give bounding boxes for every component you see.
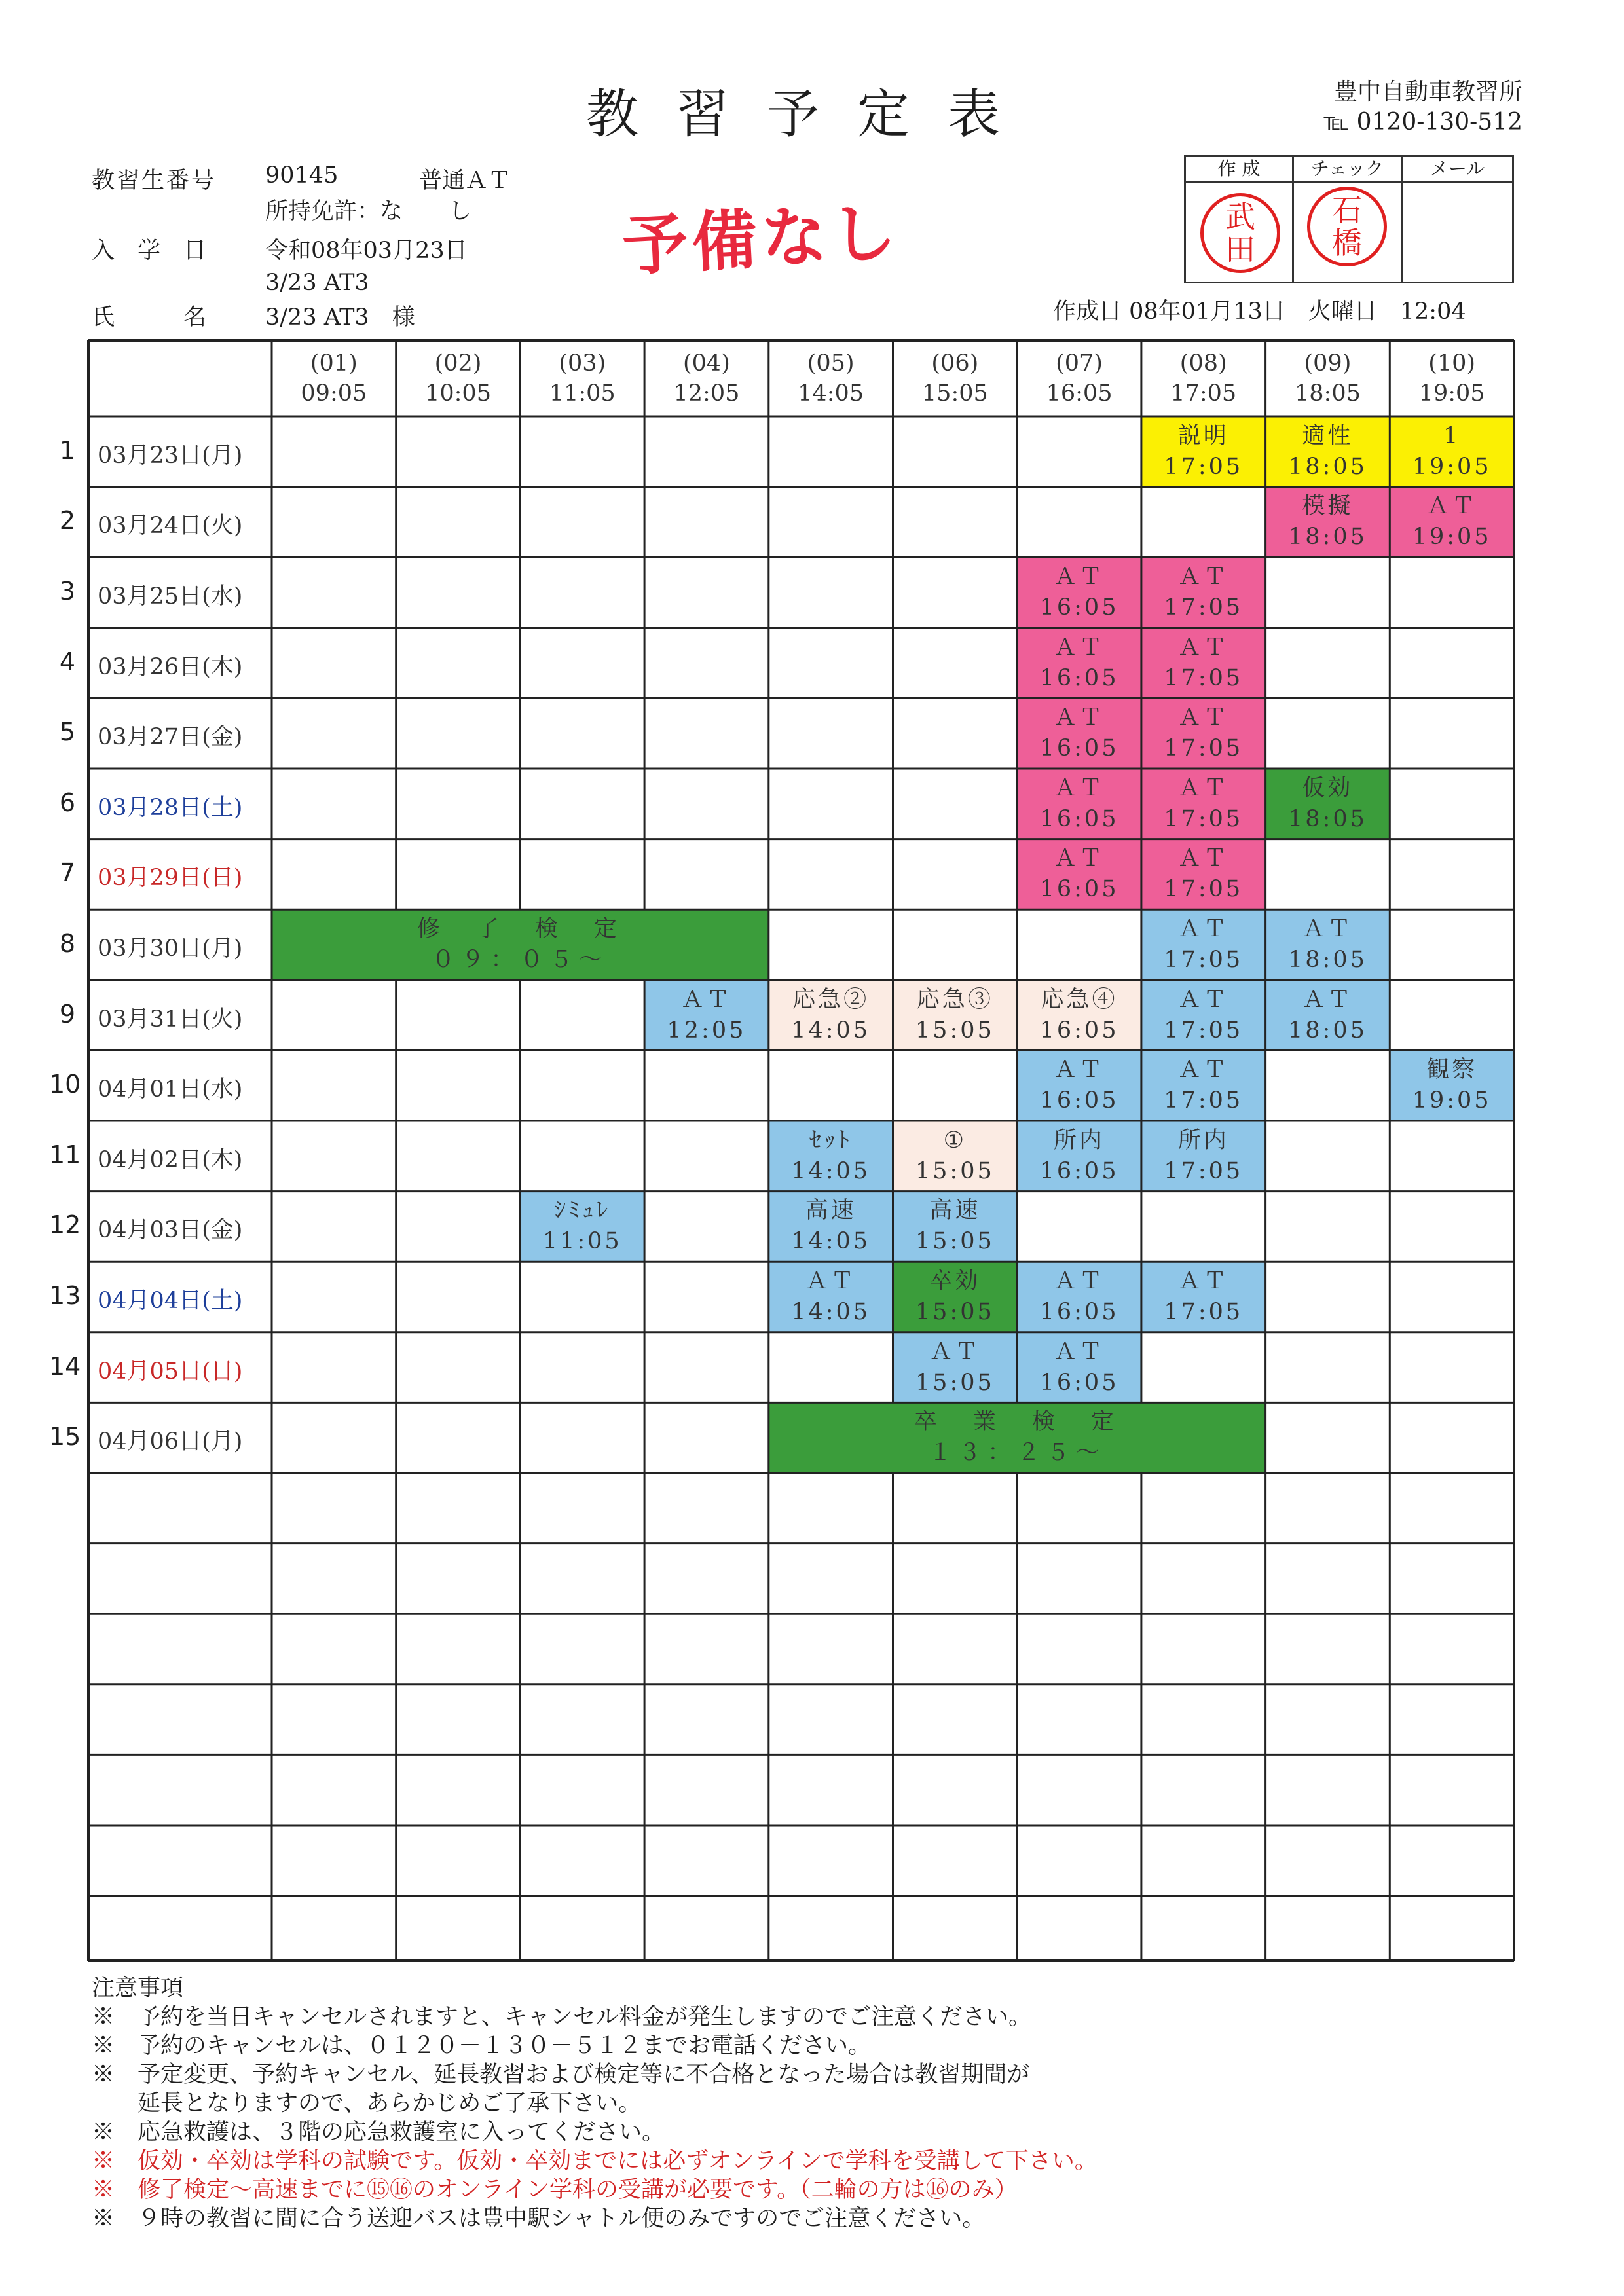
lesson-cell <box>769 1262 893 1332</box>
created-datetime: 作成日 08年01月13日 火曜日 12:04 <box>1053 299 1466 325</box>
exam-span <box>769 1402 1266 1473</box>
lesson-time: 15:05 <box>915 1157 995 1184</box>
page-title: 教習予定表 <box>586 84 1038 145</box>
lesson-label: ＡＴ <box>1426 493 1478 520</box>
period-time: 17:05 <box>1170 380 1237 407</box>
period-number: (10) <box>1428 350 1476 376</box>
lesson-time: 17:05 <box>1164 805 1244 832</box>
notes-section <box>92 1974 1098 2233</box>
period-number: (01) <box>310 350 358 376</box>
period-number: (06) <box>931 350 979 376</box>
enroll-label: 入 学 日 <box>92 238 207 264</box>
lesson-time: 18:05 <box>1288 946 1367 973</box>
lesson-cell <box>1141 839 1266 910</box>
row-date: 04月06日(月) <box>98 1429 243 1455</box>
lesson-cell <box>1017 1121 1141 1192</box>
lesson-time: 16:05 <box>1039 1157 1119 1184</box>
lesson-cell <box>1266 769 1390 839</box>
lesson-label: ＡＴ <box>1054 563 1105 590</box>
lesson-cell <box>893 1121 1018 1192</box>
lesson-time: 17:05 <box>1164 735 1244 762</box>
lesson-time: 14:05 <box>791 1017 871 1044</box>
period-header <box>1266 340 1390 416</box>
lesson-time: 17:05 <box>1164 1298 1244 1325</box>
lesson-time: 15:05 <box>915 1017 995 1044</box>
lesson-label: ＡＴ <box>1054 1267 1105 1294</box>
lesson-cell <box>1266 909 1390 980</box>
lesson-label: ＡＴ <box>1054 704 1105 731</box>
lesson-cell <box>1017 1050 1141 1121</box>
lesson-time: 19:05 <box>1412 453 1492 480</box>
lesson-label: ＡＴ <box>805 1267 857 1294</box>
handwritten-note: 予備なし <box>620 193 902 285</box>
lesson-time: 16:05 <box>1039 1298 1119 1325</box>
student-name: 3/23 AT3 様 <box>265 304 415 331</box>
lesson-label: ｼﾐｭﾚ <box>554 1197 611 1224</box>
lesson-cell <box>1266 980 1390 1051</box>
stamp-label-check: チェック <box>1294 157 1401 183</box>
period-number: (09) <box>1304 350 1352 376</box>
row-number: 12 <box>49 1211 81 1240</box>
lesson-time: 16:05 <box>1039 594 1119 621</box>
note-item: ※ 修了検定～高速までに⑮⑯のオンライン学科の受講が必要です。（二輪の方は⑯のみ） <box>92 2177 1018 2203</box>
lesson-label: 所内 <box>1054 1127 1105 1154</box>
period-time: 18:05 <box>1295 380 1361 407</box>
period-number: (02) <box>434 350 482 376</box>
lesson-time: 18:05 <box>1288 453 1367 480</box>
exam-time: １３：２５～ <box>929 1440 1106 1467</box>
lesson-time: 16:05 <box>1039 1017 1119 1044</box>
row-number: 7 <box>59 858 75 888</box>
lesson-cell <box>1390 1050 1514 1121</box>
lesson-time: 17:05 <box>1164 1017 1244 1044</box>
lesson-time: 19:05 <box>1412 524 1492 551</box>
seal-char: 武 <box>1225 199 1255 234</box>
lesson-cell <box>1017 769 1141 839</box>
note-item: 延長となりますので、あらかじめご了承下さい。 <box>92 2090 642 2117</box>
period-number: (05) <box>807 350 855 376</box>
row-date: 04月05日(日) <box>98 1358 243 1385</box>
student-number: 90145 <box>265 162 339 189</box>
period-header <box>1017 340 1141 416</box>
row-date: 03月27日(金) <box>98 724 243 751</box>
lesson-cell <box>1017 980 1141 1051</box>
lesson-label: ＡＴ <box>1177 845 1229 872</box>
name-label: 氏 名 <box>92 304 207 331</box>
row-number: 1 <box>59 435 75 465</box>
lesson-time: 14:05 <box>791 1228 871 1255</box>
notes-heading: 注意事項 <box>92 1975 184 2001</box>
school-tel: ℡ 0120-130-512 <box>1323 109 1522 136</box>
period-header <box>1141 340 1266 416</box>
row-number: 13 <box>49 1281 81 1310</box>
note-item: ※ 仮効・卒効は学科の試験です。仮効・卒効までには必ずオンラインで学科を受講して下さい。 <box>92 2148 1098 2174</box>
row-date: 03月31日(火) <box>98 1006 243 1032</box>
lesson-label: ｾｯﾄ <box>809 1127 852 1154</box>
lesson-cell <box>1141 769 1266 839</box>
lesson-label: ＡＴ <box>1177 986 1229 1013</box>
lesson-cell <box>1017 698 1141 769</box>
row-number: 15 <box>49 1422 81 1451</box>
lesson-label: 説明 <box>1177 422 1229 449</box>
lesson-label: ＡＴ <box>1177 634 1229 661</box>
lesson-label: ＡＴ <box>1054 634 1105 661</box>
row-number: 4 <box>59 647 75 676</box>
row-number: 11 <box>49 1140 81 1169</box>
seal-char: 橋 <box>1332 225 1362 261</box>
lesson-cell <box>1141 1050 1266 1121</box>
period-time: 15:05 <box>921 380 988 407</box>
period-time: 12:05 <box>673 380 740 407</box>
lesson-label: ＡＴ <box>1177 704 1229 731</box>
period-header <box>1390 340 1514 416</box>
lesson-time: 12:05 <box>667 1017 747 1044</box>
lesson-time: 17:05 <box>1164 665 1244 691</box>
period-number: (07) <box>1056 350 1103 376</box>
lesson-label: ＡＴ <box>1054 845 1105 872</box>
period-number: (08) <box>1179 350 1227 376</box>
note-item: ※ 予定変更、予約キャンセル、延長教習および検定等に不合格となった場合は教習期間が <box>92 2062 1030 2088</box>
lesson-cell <box>1266 416 1390 487</box>
lesson-time: 16:05 <box>1039 1087 1119 1114</box>
lesson-time: 17:05 <box>1164 1087 1244 1114</box>
lesson-label: ＡＴ <box>1177 563 1229 590</box>
lesson-label: 適性 <box>1302 422 1354 449</box>
lesson-cell <box>893 1262 1018 1332</box>
lesson-cell <box>1141 909 1266 980</box>
row-number: 3 <box>59 577 75 606</box>
lesson-time: 17:05 <box>1164 876 1244 903</box>
lesson-time: 16:05 <box>1039 876 1119 903</box>
lesson-cell <box>1017 839 1141 910</box>
row-number: 10 <box>49 1070 81 1099</box>
lesson-label: 観察 <box>1426 1057 1478 1084</box>
row-number: 8 <box>59 929 75 958</box>
lesson-cell <box>1390 416 1514 487</box>
lesson-label: ＡＴ <box>1177 1267 1229 1294</box>
license-held: 所持免許：な し <box>265 198 472 225</box>
student-number-label: 教習生番号 <box>92 168 217 194</box>
row-date: 03月26日(木) <box>98 653 243 680</box>
note-item: ※ 予約を当日キャンセルされますと、キャンセル料金が発生しますのでご注意ください。 <box>92 2004 1032 2030</box>
lesson-time: 17:05 <box>1164 946 1244 973</box>
row-number: 9 <box>59 999 75 1029</box>
notes-list <box>92 2003 1098 2233</box>
row-date: 03月30日(月) <box>98 936 243 962</box>
lesson-time: 14:05 <box>791 1298 871 1325</box>
lesson-cell <box>893 1192 1018 1262</box>
period-header <box>893 340 1018 416</box>
lesson-time: 15:05 <box>915 1228 995 1255</box>
lesson-label: 応急③ <box>916 986 993 1013</box>
period-header <box>520 340 644 416</box>
lesson-label: ＡＴ <box>1054 1338 1105 1365</box>
row-date: 04月03日(金) <box>98 1217 243 1244</box>
period-number: (03) <box>559 350 606 376</box>
period-time: 10:05 <box>425 380 491 407</box>
lesson-label: ① <box>943 1127 967 1154</box>
row-number: 2 <box>59 506 75 536</box>
lesson-label: ＡＴ <box>1302 986 1354 1013</box>
lesson-time: 19:05 <box>1412 1087 1492 1114</box>
lesson-cell <box>1141 1121 1266 1192</box>
period-time: 11:05 <box>549 380 616 407</box>
period-time: 09:05 <box>301 380 367 407</box>
lesson-cell <box>1017 1262 1141 1332</box>
lesson-time: 11:05 <box>542 1228 622 1255</box>
course-type: 普通ＡＴ <box>419 168 511 194</box>
lesson-label: ＡＴ <box>680 986 732 1013</box>
exam-span <box>272 909 769 980</box>
lesson-cell <box>1141 1262 1266 1332</box>
lesson-cell <box>893 1332 1018 1403</box>
lesson-label: 卒効 <box>929 1267 981 1294</box>
row-date: 03月24日(火) <box>98 513 243 539</box>
lesson-time: 16:05 <box>1039 665 1119 691</box>
lesson-time: 14:05 <box>791 1157 871 1184</box>
lesson-cell <box>1017 628 1141 699</box>
lesson-label: 模擬 <box>1302 493 1354 520</box>
period-time: 16:05 <box>1046 380 1113 407</box>
row-number: 6 <box>59 788 75 817</box>
lesson-label: 応急② <box>792 986 870 1013</box>
row-date: 04月04日(土) <box>98 1288 243 1314</box>
lesson-time: 15:05 <box>915 1369 995 1396</box>
lesson-cell <box>1141 980 1266 1051</box>
lesson-cell <box>644 980 769 1051</box>
lesson-cell <box>1266 487 1390 558</box>
row-date: 03月25日(水) <box>98 583 243 610</box>
lesson-label: 仮効 <box>1302 774 1354 801</box>
enroll-date: 令和08年03月23日 <box>265 238 468 264</box>
lesson-label: ＡＴ <box>1177 915 1229 942</box>
lesson-cell <box>1017 557 1141 628</box>
period-number: (04) <box>683 350 730 376</box>
exam-time: ０９：０５～ <box>432 946 609 973</box>
lesson-cell <box>1141 557 1266 628</box>
lesson-time: 16:05 <box>1039 1369 1119 1396</box>
row-number: 5 <box>59 718 75 747</box>
lesson-time: 17:05 <box>1164 1157 1244 1184</box>
row-date: 04月02日(木) <box>98 1146 243 1173</box>
seal-char: 石 <box>1332 192 1362 228</box>
period-time: 14:05 <box>798 380 864 407</box>
period-header <box>396 340 521 416</box>
lesson-label: 高速 <box>805 1197 857 1224</box>
school-name: 豊中自動車教習所 <box>1333 79 1522 105</box>
note-item: ※ ９時の教習に間に合う送迎バスは豊中駅シャトル便のみですのでご注意ください。 <box>92 2206 986 2232</box>
lesson-cell <box>1017 1332 1141 1403</box>
row-date: 03月23日(月) <box>98 442 243 469</box>
lesson-label: ＡＴ <box>1302 915 1354 942</box>
lesson-cell <box>893 980 1018 1051</box>
lesson-time: 15:05 <box>915 1298 995 1325</box>
period-header <box>272 340 396 416</box>
exam-label: 修 了 検 定 <box>416 915 623 942</box>
lesson-label: ＡＴ <box>1054 774 1105 801</box>
lesson-cell <box>769 1121 893 1192</box>
exam-label: 卒 業 検 定 <box>913 1409 1120 1436</box>
period-header <box>769 340 893 416</box>
period-header <box>644 340 769 416</box>
lesson-label: ＡＴ <box>929 1338 981 1365</box>
lesson-cell <box>1141 698 1266 769</box>
row-date: 04月01日(水) <box>98 1076 243 1103</box>
lesson-cell <box>769 980 893 1051</box>
lesson-label: 1 <box>1443 422 1461 449</box>
seal-char: 田 <box>1225 232 1255 267</box>
lesson-label: 所内 <box>1177 1127 1229 1154</box>
lesson-label: 高速 <box>929 1197 981 1224</box>
lesson-label: ＡＴ <box>1054 1057 1105 1084</box>
stamp-label-created: 作 成 <box>1186 157 1292 183</box>
row-date: 03月29日(日) <box>98 865 243 892</box>
period-time: 19:05 <box>1418 380 1485 407</box>
lesson-time: 17:05 <box>1164 594 1244 621</box>
lesson-cell <box>1141 628 1266 699</box>
row-number: 14 <box>49 1351 81 1381</box>
lesson-cell <box>520 1192 644 1262</box>
student-memo: 3/23 AT3 <box>265 270 369 296</box>
stamp-label-mail: メール <box>1403 157 1512 183</box>
lesson-time: 16:05 <box>1039 805 1119 832</box>
lesson-label: 応急④ <box>1041 986 1118 1013</box>
lesson-time: 18:05 <box>1288 1017 1367 1044</box>
note-item: ※ 予約のキャンセルは、０１２０－１３０－５１２までお電話ください。 <box>92 2033 872 2059</box>
lesson-cell <box>769 1192 893 1262</box>
lesson-time: 17:05 <box>1164 453 1244 480</box>
lesson-label: ＡＴ <box>1177 1057 1229 1084</box>
lesson-time: 16:05 <box>1039 735 1119 762</box>
lesson-label: ＡＴ <box>1177 774 1229 801</box>
note-item: ※ 応急救護は、３階の応急救護室に入ってください。 <box>92 2119 665 2145</box>
row-date: 03月28日(土) <box>98 794 243 821</box>
lesson-cell <box>1141 416 1266 487</box>
lesson-cell <box>1390 487 1514 558</box>
lesson-time: 18:05 <box>1288 805 1367 832</box>
lesson-time: 18:05 <box>1288 524 1367 551</box>
